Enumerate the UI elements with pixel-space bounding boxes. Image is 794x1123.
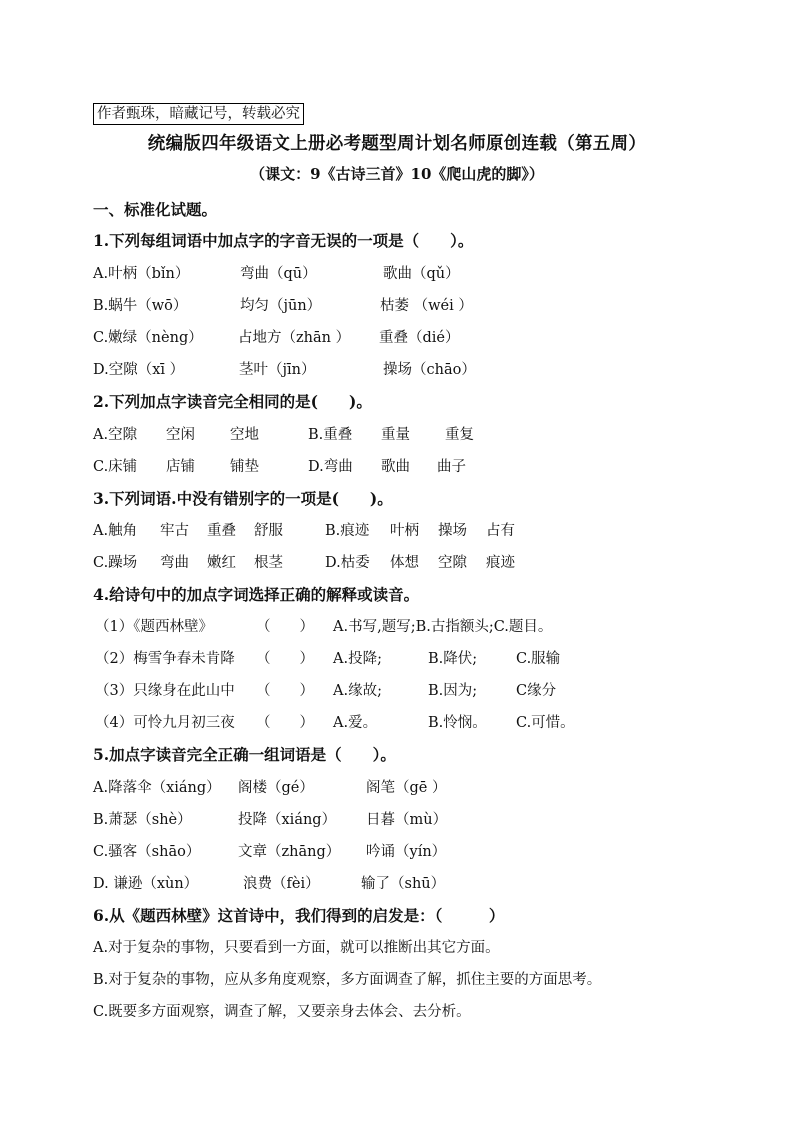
poem-line: （1）《题西林壁》 bbox=[95, 619, 213, 635]
option-cell: 枯萎 （wéi ） bbox=[380, 298, 473, 314]
option-cell: 重量 bbox=[381, 427, 410, 443]
option-cell: 茎叶（jīn） bbox=[239, 362, 316, 378]
question-1-prompt: 1.下列每组词语中加点字的字音无误的一项是（ ）。 bbox=[93, 231, 474, 250]
option-cell: A.空隙 bbox=[93, 427, 138, 443]
question-5-prompt: 5.加点字读音完全正确一组词语是（ ）。 bbox=[93, 745, 396, 764]
option-cell: A.书写,题写;B.古指额头;C.题目。 bbox=[333, 619, 553, 635]
answer-blank: （ ） bbox=[256, 715, 314, 731]
poem-line: （4）可怜九月初三夜 bbox=[95, 715, 235, 731]
question-6-option-b: B.对于复杂的事物，应从多角度观察，多方面调查了解，抓住主要的方面思考。 bbox=[93, 972, 602, 988]
option-cell: D.空隙（xī ） bbox=[93, 362, 185, 378]
option-cell: C缘分 bbox=[516, 683, 557, 699]
option-cell: 歌曲（qǔ） bbox=[383, 266, 460, 282]
option-cell: 阁笔（gē ） bbox=[366, 780, 447, 796]
question-6-prompt: 6.从《题西林壁》这首诗中，我们得到的启发是：（ ） bbox=[93, 906, 505, 925]
option-cell: A.爱。 bbox=[333, 715, 378, 731]
poem-line: （3）只缘身在此山中 bbox=[95, 683, 235, 699]
option-cell: C.可惜。 bbox=[516, 715, 575, 731]
option-cell: A.投降; bbox=[333, 651, 382, 667]
option-cell: D.枯委 bbox=[325, 555, 370, 571]
option-cell: 根茎 bbox=[254, 555, 283, 571]
option-cell: 曲子 bbox=[437, 459, 466, 475]
question-6-option-a: A.对于复杂的事物，只要看到一方面，就可以推断出其它方面。 bbox=[93, 940, 500, 956]
option-cell: 吟诵（yín） bbox=[366, 844, 447, 860]
option-cell: B.因为; bbox=[428, 683, 478, 699]
option-cell: 输了（shū） bbox=[361, 876, 446, 892]
option-cell: 文章（zhāng） bbox=[238, 844, 341, 860]
question-4-prompt: 4.给诗句中的加点字词选择正确的解释或读音。 bbox=[93, 585, 420, 604]
option-cell: 空地 bbox=[230, 427, 259, 443]
option-cell: 均匀（jūn） bbox=[240, 298, 322, 314]
option-cell: 空隙 bbox=[438, 555, 467, 571]
option-cell: C.服输 bbox=[516, 651, 561, 667]
option-cell: B.蜗牛（wō） bbox=[93, 298, 188, 314]
page-title: 统编版四年级语文上册必考题型周计划名师原创连载（第五周） bbox=[147, 134, 647, 154]
option-cell: A.触角 bbox=[93, 523, 138, 539]
option-cell: D. 谦逊（xùn） bbox=[93, 876, 199, 892]
option-cell: A.缘故; bbox=[333, 683, 382, 699]
option-cell: 牢古 bbox=[160, 523, 189, 539]
question-6-option-c: C.既要多方面观察，调查了解，又要亲身去体会、去分析。 bbox=[93, 1004, 471, 1020]
option-cell: 体想 bbox=[390, 555, 419, 571]
option-cell: C.床铺 bbox=[93, 459, 138, 475]
option-cell: 弯曲 bbox=[160, 555, 189, 571]
option-cell: 重叠（dié） bbox=[379, 330, 460, 346]
option-cell: C.骚客（shāo） bbox=[93, 844, 201, 860]
option-cell: 浪费（fèi） bbox=[243, 876, 320, 892]
option-cell: C.嫩绿（nèng） bbox=[93, 330, 203, 346]
option-cell: 弯曲（qū） bbox=[240, 266, 317, 282]
option-cell: B.痕迹 bbox=[325, 523, 370, 539]
option-cell: A.降落伞（xiáng） bbox=[93, 780, 221, 796]
option-cell: A.叶柄（bǐn） bbox=[93, 266, 190, 282]
option-cell: 日暮（mù） bbox=[366, 812, 448, 828]
question-2-prompt: 2.下列加点字读音完全相同的是( )。 bbox=[93, 392, 372, 411]
answer-blank: （ ） bbox=[256, 651, 314, 667]
option-cell: 空闲 bbox=[166, 427, 195, 443]
option-cell: 歌曲 bbox=[381, 459, 410, 475]
page-subtitle: （课文：9《古诗三首》10《爬山虎的脚》） bbox=[250, 165, 544, 183]
section-heading: 一、标准化试题。 bbox=[93, 200, 218, 219]
option-cell: B.萧瑟（shè） bbox=[93, 812, 192, 828]
option-cell: 叶柄 bbox=[390, 523, 419, 539]
option-cell: 舒服 bbox=[254, 523, 283, 539]
option-cell: 操场 bbox=[438, 523, 467, 539]
copyright-notice: 作者甄珠，暗藏记号，转载必究 bbox=[93, 103, 304, 125]
option-cell: 占地方（zhān ） bbox=[238, 330, 351, 346]
option-cell: 阁楼（gé） bbox=[238, 780, 314, 796]
answer-blank: （ ） bbox=[256, 619, 314, 635]
option-cell: 重复 bbox=[445, 427, 474, 443]
question-3-prompt: 3.下列词语.中没有错别字的一项是( )。 bbox=[93, 489, 393, 508]
option-cell: 铺垫 bbox=[230, 459, 259, 475]
option-cell: B.怜悯。 bbox=[428, 715, 487, 731]
option-cell: 操场（chāo） bbox=[383, 362, 476, 378]
option-cell: B.重叠 bbox=[308, 427, 353, 443]
option-cell: C.躁场 bbox=[93, 555, 138, 571]
option-cell: D.弯曲 bbox=[308, 459, 353, 475]
option-cell: 痕迹 bbox=[486, 555, 515, 571]
poem-line: （2）梅雪争春未肯降 bbox=[95, 651, 235, 667]
option-cell: 嫩红 bbox=[207, 555, 236, 571]
option-cell: 占有 bbox=[486, 523, 515, 539]
answer-blank: （ ） bbox=[256, 683, 314, 699]
option-cell: 投降（xiáng） bbox=[238, 812, 337, 828]
option-cell: 店铺 bbox=[166, 459, 195, 475]
option-cell: 重叠 bbox=[207, 523, 236, 539]
option-cell: B.降伏; bbox=[428, 651, 478, 667]
